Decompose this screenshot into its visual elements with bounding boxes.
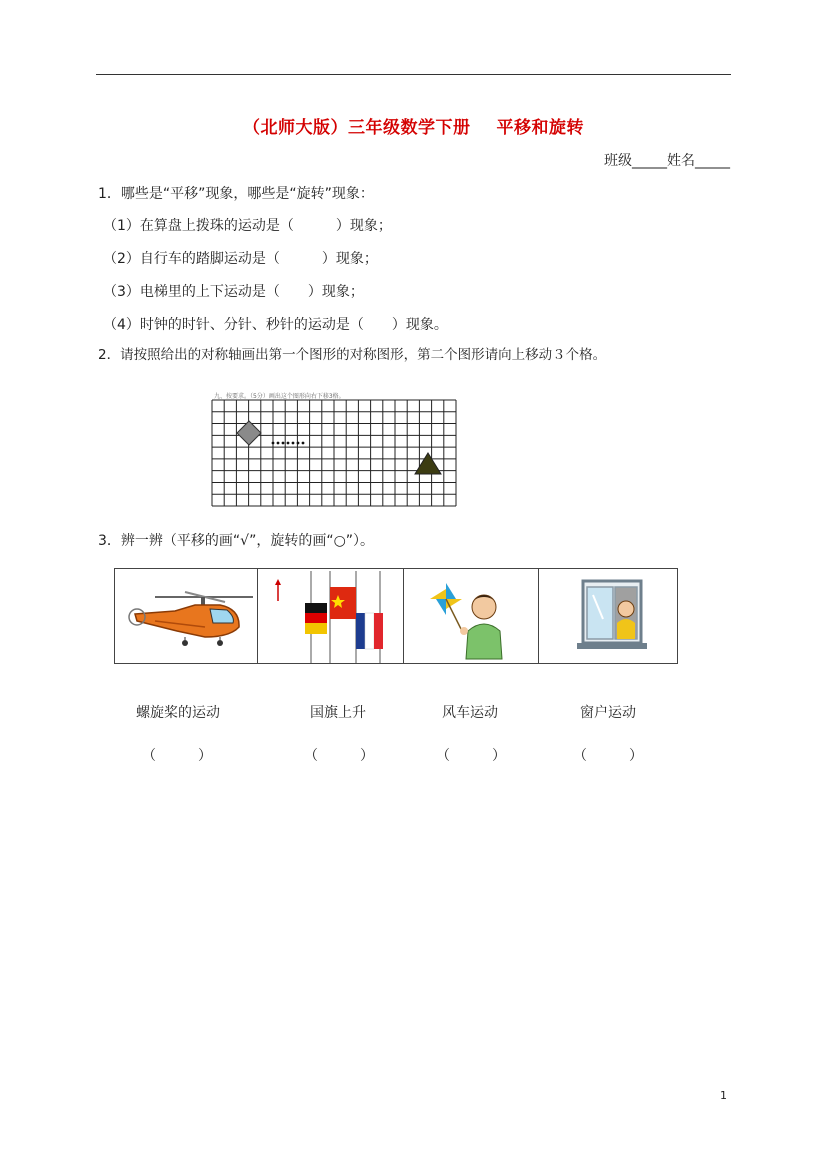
question-1-item: （4）时钟的时针、分针、秒针的运动是（ ）现象。 xyxy=(103,317,448,333)
answer-blank: （ ） xyxy=(436,748,506,764)
answer-blank: （ ） xyxy=(573,748,643,764)
page-number: 1 xyxy=(720,1089,727,1102)
window-picture xyxy=(539,569,678,663)
question-1-item: （2）自行车的踏脚运动是（ ）现象； xyxy=(103,251,378,267)
title-topic: 平移和旋转 xyxy=(496,118,584,138)
page-title xyxy=(0,113,827,138)
title-main: （北师大版）三年级数学下册 xyxy=(243,118,471,138)
question-1-stem: 1．哪些是“平移”现象，哪些是“旋转”现象： xyxy=(98,186,374,202)
picture-label: 螺旋桨的运动 xyxy=(136,705,220,721)
symmetry-axis-dots xyxy=(272,442,305,445)
window-icon xyxy=(539,569,678,663)
question-2-stem: 2．请按照给出的对称轴画出第一个图形的对称图形，第二个图形请向上移动３个格。 xyxy=(98,347,607,363)
diamond-shape xyxy=(237,421,261,445)
class-name-line: 班级_____姓名_____ xyxy=(604,153,730,169)
picture-label: 窗户运动 xyxy=(580,705,636,721)
pinwheel-icon xyxy=(404,569,538,663)
drawing-grid xyxy=(211,399,457,507)
grid-caption: 九、按要求。（5分）画出这个图形向右下移3格。 xyxy=(214,393,345,400)
flags-icon xyxy=(258,569,403,663)
answer-blank: （ ） xyxy=(304,748,374,764)
helicopter-picture xyxy=(115,569,258,663)
helicopter-icon xyxy=(115,569,257,663)
picture-label: 国旗上升 xyxy=(310,705,366,721)
answer-blank: （ ） xyxy=(142,748,212,764)
pinwheel-picture xyxy=(404,569,539,663)
flag-raising-picture xyxy=(258,569,404,663)
picture-strip xyxy=(114,568,678,664)
question-3-stem: 3．辨一辨（平移的画“√”，旋转的画“○”）。 xyxy=(98,533,375,549)
question-1-item: （1）在算盘上拨珠的运动是（ ）现象； xyxy=(103,218,392,234)
question-1-item: （3）电梯里的上下运动是（ ）现象； xyxy=(103,284,364,300)
picture-label: 风车运动 xyxy=(442,705,498,721)
header-rule xyxy=(96,74,731,75)
